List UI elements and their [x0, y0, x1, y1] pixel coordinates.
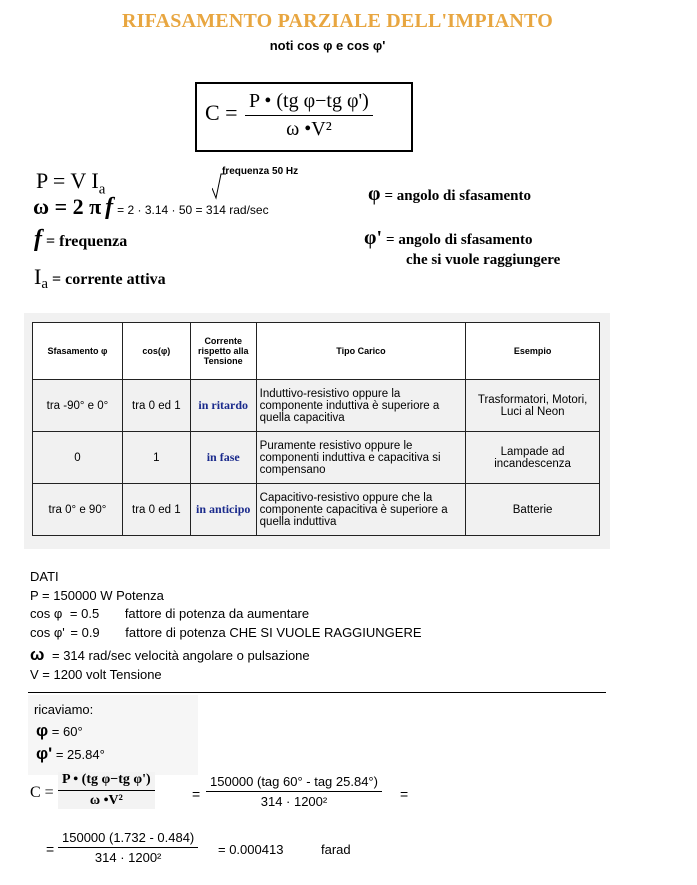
calc-denominator-3: 314 · 1200²	[94, 850, 162, 865]
dati-cos-phi2: cos φ' = 0.9 fattore di potenza CHE SI VUOLE RAGGIUNGERE	[30, 625, 422, 640]
ia-definition: $I_a$ = corrente attiva	[34, 264, 166, 293]
cell-esempio: Lampade ad incandescenza	[466, 432, 600, 484]
formula-denominator: ω •V²	[286, 118, 332, 140]
cell-tipo-carico: Capacitivo-resistivo oppure che la componente capacitiva è superiore a quella induttiva	[256, 484, 466, 536]
calc-fraction-2	[206, 774, 382, 809]
table-row	[33, 380, 600, 432]
f-definition: f = frequenza	[34, 226, 128, 252]
phi2-definition-line2: che si vuole raggiungere	[406, 252, 561, 268]
header-cos: cos(φ)	[122, 323, 190, 380]
page-subtitle: noti cos φ e cos φ'	[269, 38, 386, 53]
cell-sfasamento: tra 0° e 90°	[33, 484, 123, 536]
cell-sfasamento: tra -90° e 0°	[33, 380, 123, 432]
dati-heading: DATI	[30, 569, 59, 584]
calc-equals-3: =	[46, 841, 55, 857]
calc-fraction-2-wrap	[206, 774, 382, 809]
formula-numerator: P • (tg φ−tg φ')	[245, 90, 373, 116]
calc-numerator-2: 150000 (tag 60° - tag 25.84°)	[206, 774, 382, 792]
cell-tipo-carico: Puramente resistivo oppure le componenti induttiva e capacitiva si compensano	[256, 432, 466, 484]
ricaviamo-heading: ricaviamo:	[34, 702, 94, 717]
formula-fraction	[245, 90, 373, 141]
cell-sfasamento: 0	[33, 432, 123, 484]
calc-equals-1: =	[192, 786, 201, 802]
calc-unit: farad	[321, 842, 351, 857]
calc-fraction-1	[58, 772, 155, 809]
header-sfasamento: Sfasamento φ	[33, 323, 123, 380]
calc-denominator-1: ω •V²	[89, 793, 123, 808]
calc-equals-2: =	[400, 786, 409, 802]
result-phi2: φ' = 25.84°	[36, 744, 105, 763]
calc-denominator-2: 314 · 1200²	[260, 794, 328, 809]
cell-corrente: in anticipo	[190, 484, 256, 536]
cell-tipo-carico: Induttivo-resistivo oppure la componente induttiva è superiore a quella capacitiva	[256, 380, 466, 432]
dati-omega: ω = 314 rad/sec velocità angolare o pulsazione	[30, 645, 310, 664]
cell-cos: tra 0 ed 1	[122, 484, 190, 536]
main-formula-box	[195, 82, 413, 152]
header-corrente: Corrente rispetto alla Tensione	[190, 323, 256, 380]
calc-lhs: C =	[30, 784, 54, 801]
cell-corrente: in fase	[190, 432, 256, 484]
calc-fraction-3	[58, 830, 198, 865]
p-definition: P = V $I_a$	[36, 168, 106, 198]
phi2-definition: φ' = angolo di sfasamento	[364, 227, 533, 249]
cell-cos: tra 0 ed 1	[122, 380, 190, 432]
dati-voltage: V = 1200 volt Tensione	[30, 667, 162, 682]
table-row	[33, 484, 600, 536]
calc-fraction-3-wrap	[58, 830, 198, 865]
frequency-note: frequenza 50 Hz	[222, 166, 299, 177]
cell-cos: 1	[122, 432, 190, 484]
phase-shift-table	[32, 322, 600, 536]
calc-result: = 0.000413	[218, 842, 284, 857]
cell-esempio: Batterie	[466, 484, 600, 536]
section-divider	[28, 692, 606, 693]
dati-cos-phi: cos φ = 0.5 fattore di potenza da aumentare	[30, 606, 310, 621]
phi-definition: φ = angolo di sfasamento	[368, 183, 531, 205]
page-title: RIFASAMENTO PARZIALE DELL'IMPIANTO	[122, 10, 553, 32]
dati-power: P = 150000 W Potenza	[30, 588, 164, 603]
calc-numerator-3: 150000 (1.732 - 0.484)	[58, 830, 198, 848]
table-row	[33, 432, 600, 484]
calc-numerator-1: P • (tg φ−tg φ')	[58, 772, 155, 791]
calc-formula	[58, 772, 155, 809]
header-tipo-carico: Tipo Carico	[256, 323, 466, 380]
formula-lhs: C =	[205, 100, 238, 125]
cell-corrente: in ritardo	[190, 380, 256, 432]
omega-definition: ω = 2 π f = 2 · 3.14 · 50 = 314 rad/sec	[33, 194, 269, 220]
table-header-row	[33, 323, 600, 380]
cell-esempio: Trasformatori, Motori, Luci al Neon	[466, 380, 600, 432]
header-esempio: Esempio	[466, 323, 600, 380]
result-phi: φ = 60°	[36, 721, 83, 740]
